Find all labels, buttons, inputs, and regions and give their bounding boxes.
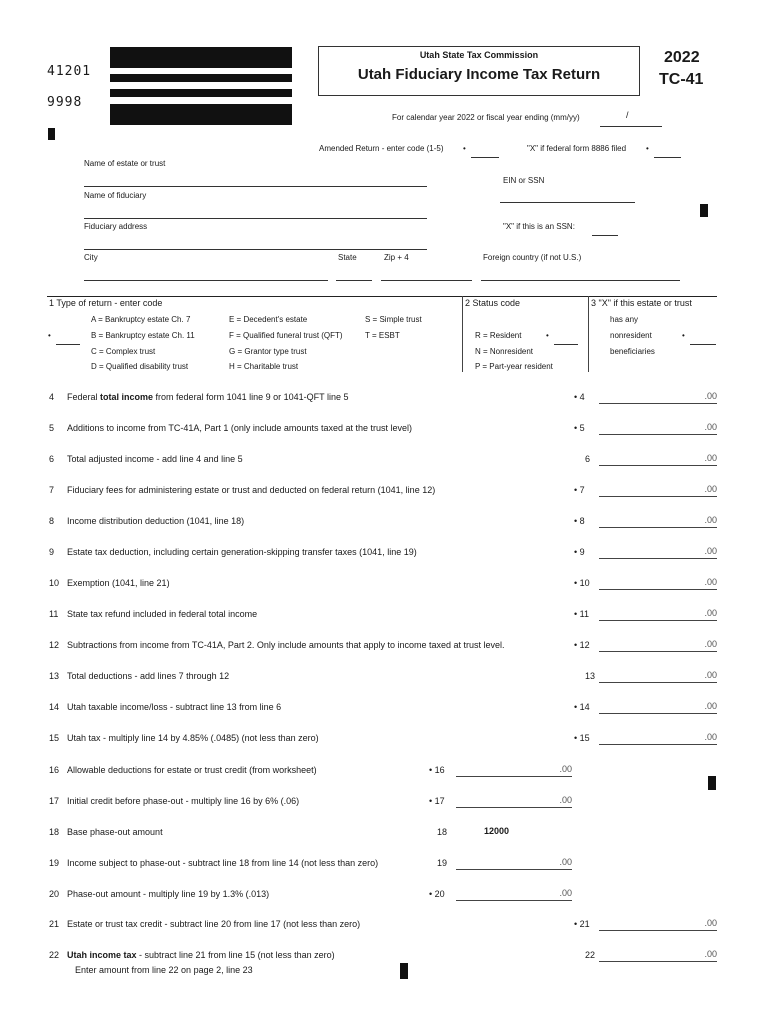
line-20-text: Phase-out amount - multiply line 19 by 1.3% (.013) xyxy=(67,889,270,899)
line-number: 17 xyxy=(49,796,60,806)
line-5-text xyxy=(67,424,412,433)
line-14-text xyxy=(67,703,281,712)
line-8-text xyxy=(67,517,244,526)
line-5-amount[interactable]: .00 xyxy=(599,421,717,435)
line-number: 10 xyxy=(49,578,60,588)
section3-line3: beneficiaries xyxy=(610,347,655,356)
line-12-text xyxy=(67,641,505,650)
line-text-part: Federal xyxy=(67,392,101,402)
line-15-text xyxy=(67,734,319,743)
line-ref: • 4 xyxy=(574,392,585,402)
line-9-text xyxy=(67,548,417,557)
ein-field[interactable] xyxy=(500,190,635,203)
return-type-b: B = Bankruptcy estate Ch. 11 xyxy=(91,331,195,340)
line-text-bold: total income xyxy=(100,392,154,402)
ssn-checkbox-field[interactable] xyxy=(592,223,618,236)
line-ref: • 16 xyxy=(429,765,445,775)
bullet-marker: • xyxy=(546,331,549,340)
line-number: 11 xyxy=(49,609,59,619)
return-type-field[interactable] xyxy=(56,332,80,345)
line-7-amount[interactable]: .00 xyxy=(599,483,717,497)
registration-mark xyxy=(700,204,708,217)
line-19-text: Income subject to phase-out - subtract line 18 from line 14 (not less than zero) xyxy=(67,858,379,868)
registration-mark xyxy=(708,776,716,790)
line-number: 13 xyxy=(49,671,60,681)
return-type-f: F = Qualified funeral trust (QFT) xyxy=(229,331,343,340)
line-ref: • 14 xyxy=(574,702,590,712)
line-10-amount[interactable]: .00 xyxy=(599,576,717,590)
line-18-amount: 12000 xyxy=(484,826,510,836)
section-top-rule xyxy=(47,296,717,297)
line-22-text xyxy=(67,951,335,960)
nonresident-beneficiaries-field[interactable] xyxy=(690,332,716,345)
line-ref: • 9 xyxy=(574,547,585,557)
line-text-part: Exemption (1041, line 21) xyxy=(67,578,170,588)
return-type-h: H = Charitable trust xyxy=(229,362,299,371)
registration-mark xyxy=(400,963,408,979)
line-number: 15 xyxy=(49,733,60,743)
foreign-country-field[interactable] xyxy=(481,268,680,281)
line-4-amount[interactable]: .00 xyxy=(599,390,717,404)
line-17-text: Initial credit before phase-out - multiply line 16 by 6% (.06) xyxy=(67,796,300,806)
bullet-marker: • xyxy=(48,331,51,340)
line-18-text: Base phase-out amount xyxy=(67,827,163,837)
line-number: 22 xyxy=(49,950,60,960)
return-type-e: E = Decedent's estate xyxy=(229,315,308,324)
section1-title: 1 Type of return - enter code xyxy=(49,298,163,308)
line-10-text xyxy=(67,579,170,588)
line-13-text xyxy=(67,672,229,681)
line-21-text: Estate or trust tax credit - subtract line 20 from line 17 (not less than zero) xyxy=(67,919,361,929)
line-4-text xyxy=(67,393,348,402)
amended-return-label: Amended Return - enter code (1-5) xyxy=(319,144,444,153)
line-ref: 6 xyxy=(585,454,591,464)
section3-title: 3 "X" if this estate or trust xyxy=(591,298,692,308)
line-text-part: Fiduciary fees for administering estate or trust and deducted on federal return (1041, line 12) xyxy=(67,485,436,495)
line-number: 18 xyxy=(49,827,60,837)
form-code: 41201 xyxy=(47,64,92,79)
line-number: 7 xyxy=(49,485,55,495)
return-type-s: S = Simple trust xyxy=(365,315,422,324)
state-label: State xyxy=(338,253,357,262)
form8886-field[interactable] xyxy=(654,145,681,158)
line-20-amount[interactable]: .00 xyxy=(456,887,572,901)
line-text-part: Total deductions - add lines 7 through 12 xyxy=(67,671,230,681)
line-ref: • 11 xyxy=(574,609,589,619)
line-text-part: Subtractions from income from TC-41A, Part 2. Only include amounts that apply to income taxed at trust level. xyxy=(67,640,505,650)
line-21-amount[interactable]: .00 xyxy=(599,917,717,931)
zip-field[interactable] xyxy=(381,268,472,281)
line-14-amount[interactable]: .00 xyxy=(599,700,717,714)
calendar-year-label: For calendar year 2022 or fiscal year ending (mm/yy) xyxy=(392,113,580,122)
line-ref: 18 xyxy=(437,827,448,837)
line-text-part: Utah taxable income/loss - subtract line 13 from line 6 xyxy=(67,702,282,712)
line-8-amount[interactable]: .00 xyxy=(599,514,717,528)
line-6-text xyxy=(67,455,243,464)
return-type-c: C = Complex trust xyxy=(91,347,156,356)
line-7-text xyxy=(67,486,435,495)
line-22-amount[interactable]: .00 xyxy=(599,948,717,962)
line-16-amount[interactable]: .00 xyxy=(456,763,572,777)
foreign-country-label: Foreign country (if not U.S.) xyxy=(483,253,582,262)
status-part-year: P = Part-year resident xyxy=(475,362,553,371)
line-number: 20 xyxy=(49,889,60,899)
line-text-part: Estate tax deduction, including certain generation-skipping transfer taxes (1041, line 19) xyxy=(67,547,417,557)
return-type-g: G = Grantor type trust xyxy=(229,347,307,356)
form8886-label: "X" if federal form 8886 filed xyxy=(527,144,627,153)
line-number: 8 xyxy=(49,516,55,526)
ein-label: EIN or SSN xyxy=(503,176,545,185)
line-ref: 19 xyxy=(437,858,448,868)
line-ref: • 15 xyxy=(574,733,590,743)
line-text-part: Income distribution deduction (1041, line 18) xyxy=(67,516,245,526)
registration-mark xyxy=(48,128,55,140)
line-ref: • 20 xyxy=(429,889,445,899)
line-number: 5 xyxy=(49,423,55,433)
fiduciary-address-field[interactable] xyxy=(84,237,427,250)
line-ref: • 12 xyxy=(574,640,590,650)
ssn-label: "X" if this is an SSN: xyxy=(503,222,575,231)
section3-line2: nonresident xyxy=(610,331,652,340)
fiscal-year-field[interactable] xyxy=(600,114,662,127)
line-ref: • 7 xyxy=(574,485,585,495)
line-9-amount[interactable]: .00 xyxy=(599,545,717,559)
fiduciary-name-field[interactable] xyxy=(84,206,427,219)
section-divider xyxy=(588,296,589,372)
bullet-marker: • xyxy=(682,331,685,340)
section-divider xyxy=(462,296,463,372)
line-22-bold: Utah income tax xyxy=(67,950,137,960)
line-text-part: from federal form 1041 line 9 or 1041-QFT line 5 xyxy=(153,392,349,402)
title-box xyxy=(318,46,640,96)
line-number: 19 xyxy=(49,858,60,868)
line-number: 12 xyxy=(49,640,60,650)
fiduciary-name-label: Name of fiduciary xyxy=(84,191,147,200)
zip-label: Zip + 4 xyxy=(384,253,409,262)
line-16-text: Allowable deductions for estate or trust credit (from worksheet) xyxy=(67,765,317,775)
form-title: Utah Fiduciary Income Tax Return xyxy=(357,66,601,83)
amended-code-field[interactable] xyxy=(471,145,499,158)
line-ref: • 17 xyxy=(429,796,445,806)
status-resident: R = Resident xyxy=(475,331,522,340)
line-ref: • 10 xyxy=(574,578,590,588)
line-ref: 22 xyxy=(585,950,596,960)
line-17-amount[interactable]: .00 xyxy=(456,794,572,808)
line-number: 21 xyxy=(49,919,60,929)
line-19-amount[interactable]: .00 xyxy=(456,856,572,870)
city-field[interactable] xyxy=(84,268,328,281)
line-ref: • 21 xyxy=(574,919,590,929)
line-12-amount[interactable]: .00 xyxy=(599,638,717,652)
line-text-part: State tax refund included in federal total income xyxy=(67,609,258,619)
form-sub-code: 9998 xyxy=(47,95,83,110)
state-field[interactable] xyxy=(336,268,372,281)
line-text-part: Total adjusted income - add line 4 and line 5 xyxy=(67,454,243,464)
estate-name-field[interactable] xyxy=(84,174,427,187)
line-ref: • 5 xyxy=(574,423,585,433)
line-number: 6 xyxy=(49,454,55,464)
line-ref: • 8 xyxy=(574,516,585,526)
status-nonresident: N = Nonresident xyxy=(475,347,534,356)
fiduciary-address-label: Fiduciary address xyxy=(84,222,148,231)
date-slash: / xyxy=(626,110,629,120)
line-22-note: Enter amount from line 22 on page 2, line 23 xyxy=(75,965,253,975)
tax-year: 2022 xyxy=(664,49,700,66)
bullet-marker: • xyxy=(463,144,466,153)
line-11-text xyxy=(67,610,257,619)
line-22-rest: - subtract line 21 from line 15 (not less than zero) xyxy=(136,950,335,960)
line-number: 4 xyxy=(49,392,55,402)
city-label: City xyxy=(84,253,98,262)
agency-name: Utah State Tax Commission xyxy=(419,50,539,60)
line-text-part: Utah tax - multiply line 14 by 4.85% (.0485) (not less than zero) xyxy=(67,733,319,743)
bullet-marker: • xyxy=(646,144,649,153)
estate-name-label: Name of estate or trust xyxy=(84,159,166,168)
line-number: 14 xyxy=(49,702,60,712)
line-text-part: Additions to income from TC-41A, Part 1 (only include amounts taxed at the trust level) xyxy=(67,423,412,433)
status-code-field[interactable] xyxy=(554,332,578,345)
line-15-amount[interactable]: .00 xyxy=(599,731,717,745)
section3-line1: has any xyxy=(610,315,639,324)
line-6-amount[interactable]: .00 xyxy=(599,452,717,466)
section2-title: 2 Status code xyxy=(465,298,521,308)
form-id: TC-41 xyxy=(659,71,704,88)
line-11-amount[interactable]: .00 xyxy=(599,607,717,621)
return-type-t: T = ESBT xyxy=(365,331,400,340)
return-type-d: D = Qualified disability trust xyxy=(91,362,189,371)
line-13-amount[interactable]: .00 xyxy=(599,669,717,683)
return-type-a: A = Bankruptcy estate Ch. 7 xyxy=(91,315,191,324)
line-number: 16 xyxy=(49,765,60,775)
line-number: 9 xyxy=(49,547,55,557)
line-ref: 13 xyxy=(585,671,596,681)
